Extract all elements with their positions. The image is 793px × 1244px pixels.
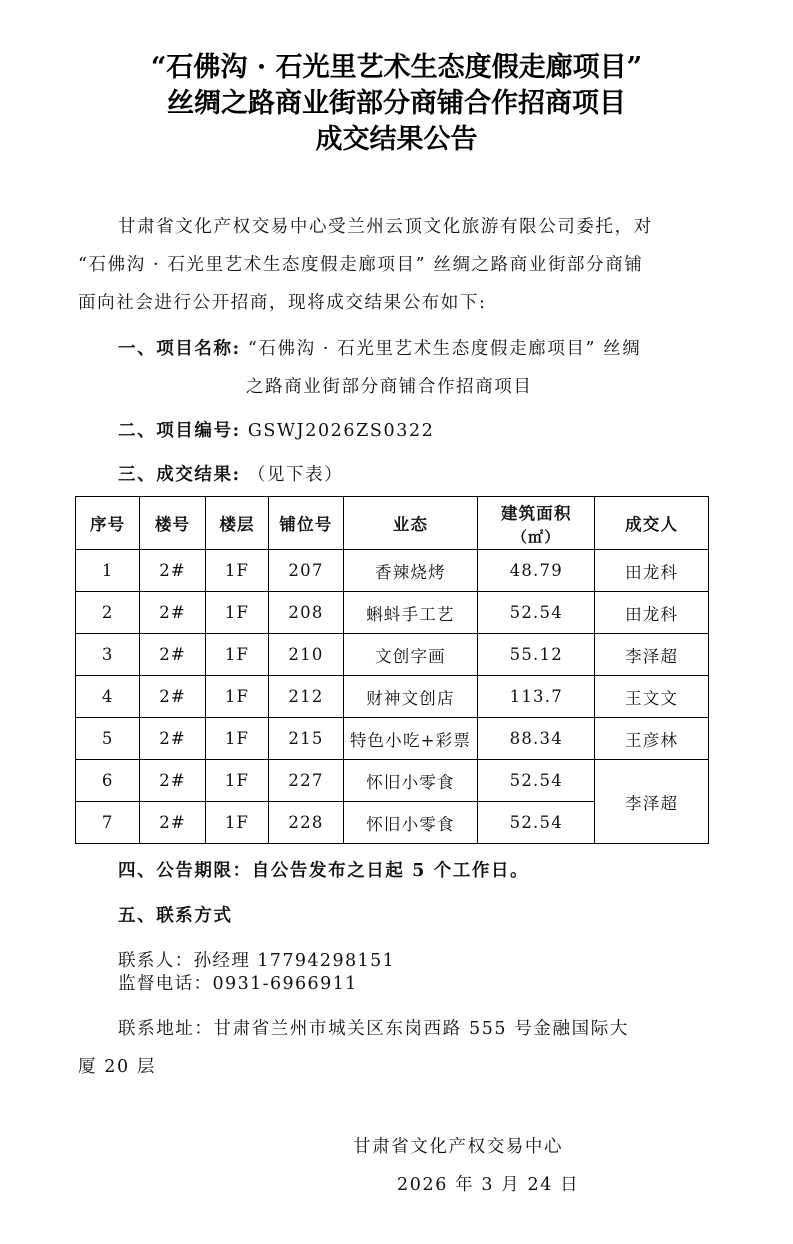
section-results-label: 三、成交结果: [118,465,241,485]
cell-seq: 5 [76,718,140,760]
cell-business: 怀旧小零食 [343,760,478,802]
cell-winner-merged: 李泽超 [595,760,709,844]
cell-winner: 李泽超 [595,634,709,676]
section-announcement-period: 四、公告期限：自公告发布之日起 5 个工作日。 [118,861,530,881]
cell-building: 2# [140,634,205,676]
cell-unit: 228 [269,802,343,844]
cell-seq: 4 [76,676,140,718]
cell-floor: 1F [205,760,268,802]
header-winner: 成交人 [595,497,709,550]
document-title-line-2: 丝绸之路商业街部分商铺合作招商项目 [167,88,626,119]
cell-area: 55.12 [478,634,595,676]
header-building: 楼号 [140,497,205,550]
contact-person: 联系人：孙经理 17794298151 [118,951,396,971]
cell-area: 113.7 [478,676,595,718]
section-project-name [118,335,641,360]
section-results-value: （见下表） [240,465,344,485]
table-row [76,592,709,634]
cell-building: 2# [140,760,205,802]
section-project-name-continued: 之路商业街部分商铺合作招商项目 [246,377,533,397]
header-area-unit: （㎡） [511,527,561,546]
cell-floor: 1F [205,802,268,844]
cell-area: 48.79 [478,550,595,592]
cell-winner: 田龙科 [595,550,709,592]
cell-business: 香辣烧烤 [343,550,478,592]
cell-building: 2# [140,718,205,760]
supervision-phone: 监督电话：0931-6966911 [118,974,358,994]
section-project-number-value: GSWJ2026ZS0322 [240,421,435,441]
cell-unit: 210 [269,634,343,676]
contact-address-line-2: 厦 20 层 [78,1057,156,1077]
cell-winner: 王文文 [595,676,709,718]
cell-building: 2# [140,676,205,718]
cell-building: 2# [140,550,205,592]
cell-building: 2# [140,592,205,634]
section-contact-heading: 五、联系方式 [118,906,233,926]
cell-business: 怀旧小零食 [343,802,478,844]
signature-organization: 甘肃省文化产权交易中心 [353,1137,564,1157]
cell-business: 财神文创店 [343,676,478,718]
cell-seq: 2 [76,592,140,634]
document-title-line-1: “石佛沟 · 石光里艺术生态度假走廊项目” [150,52,643,83]
cell-business: 蝌蚪手工艺 [343,592,478,634]
cell-unit: 227 [269,760,343,802]
table-row [76,718,709,760]
cell-winner: 田龙科 [595,592,709,634]
cell-area: 88.34 [478,718,595,760]
signature-date: 2026 年 3 月 24 日 [397,1175,580,1195]
document-title-line-3: 成交结果公告 [315,124,478,155]
intro-paragraph-line-2: “石佛沟 · 石光里艺术生态度假走廊项目” 丝绸之路商业街部分商铺 [78,255,644,275]
section-project-name-value: “石佛沟 · 石光里艺术生态度假走廊项目” 丝绸 [240,339,642,359]
cell-area: 52.54 [478,592,595,634]
contact-address-line-1: 联系地址：甘肃省兰州市城关区东岗西路 555 号金融国际大 [118,1019,629,1039]
section-results [118,461,343,486]
cell-floor: 1F [205,718,268,760]
header-floor: 楼层 [205,497,268,550]
table-row [76,676,709,718]
cell-winner: 王彦林 [595,718,709,760]
header-area [478,497,595,550]
cell-unit: 215 [269,718,343,760]
cell-seq: 3 [76,634,140,676]
cell-floor: 1F [205,592,268,634]
cell-seq: 7 [76,802,140,844]
header-unit: 铺位号 [269,497,343,550]
results-table [75,496,709,844]
cell-floor: 1F [205,550,268,592]
cell-unit: 208 [269,592,343,634]
header-seq: 序号 [76,497,140,550]
intro-paragraph-line-3: 面向社会进行公开招商，现将成交结果公布如下: [78,293,487,313]
cell-business: 文创字画 [343,634,478,676]
cell-seq: 6 [76,760,140,802]
section-project-number-label: 二、项目编号: [118,421,241,441]
cell-building: 2# [140,802,205,844]
cell-floor: 1F [205,676,268,718]
cell-unit: 212 [269,676,343,718]
section-project-number [118,417,434,442]
cell-area: 52.54 [478,760,595,802]
cell-area: 52.54 [478,802,595,844]
header-area-label: 建筑面积 [500,503,572,523]
table-header-row [76,497,709,550]
header-business: 业态 [343,497,478,550]
intro-paragraph-line-1: 甘肃省文化产权交易中心受兰州云顶文化旅游有限公司委托，对 [118,217,653,237]
cell-floor: 1F [205,634,268,676]
cell-business: 特色小吃+彩票 [343,718,478,760]
cell-unit: 207 [269,550,343,592]
table-row [76,550,709,592]
cell-seq: 1 [76,550,140,592]
table-row [76,634,709,676]
table-row [76,760,709,802]
section-project-name-label: 一、项目名称: [118,339,241,359]
